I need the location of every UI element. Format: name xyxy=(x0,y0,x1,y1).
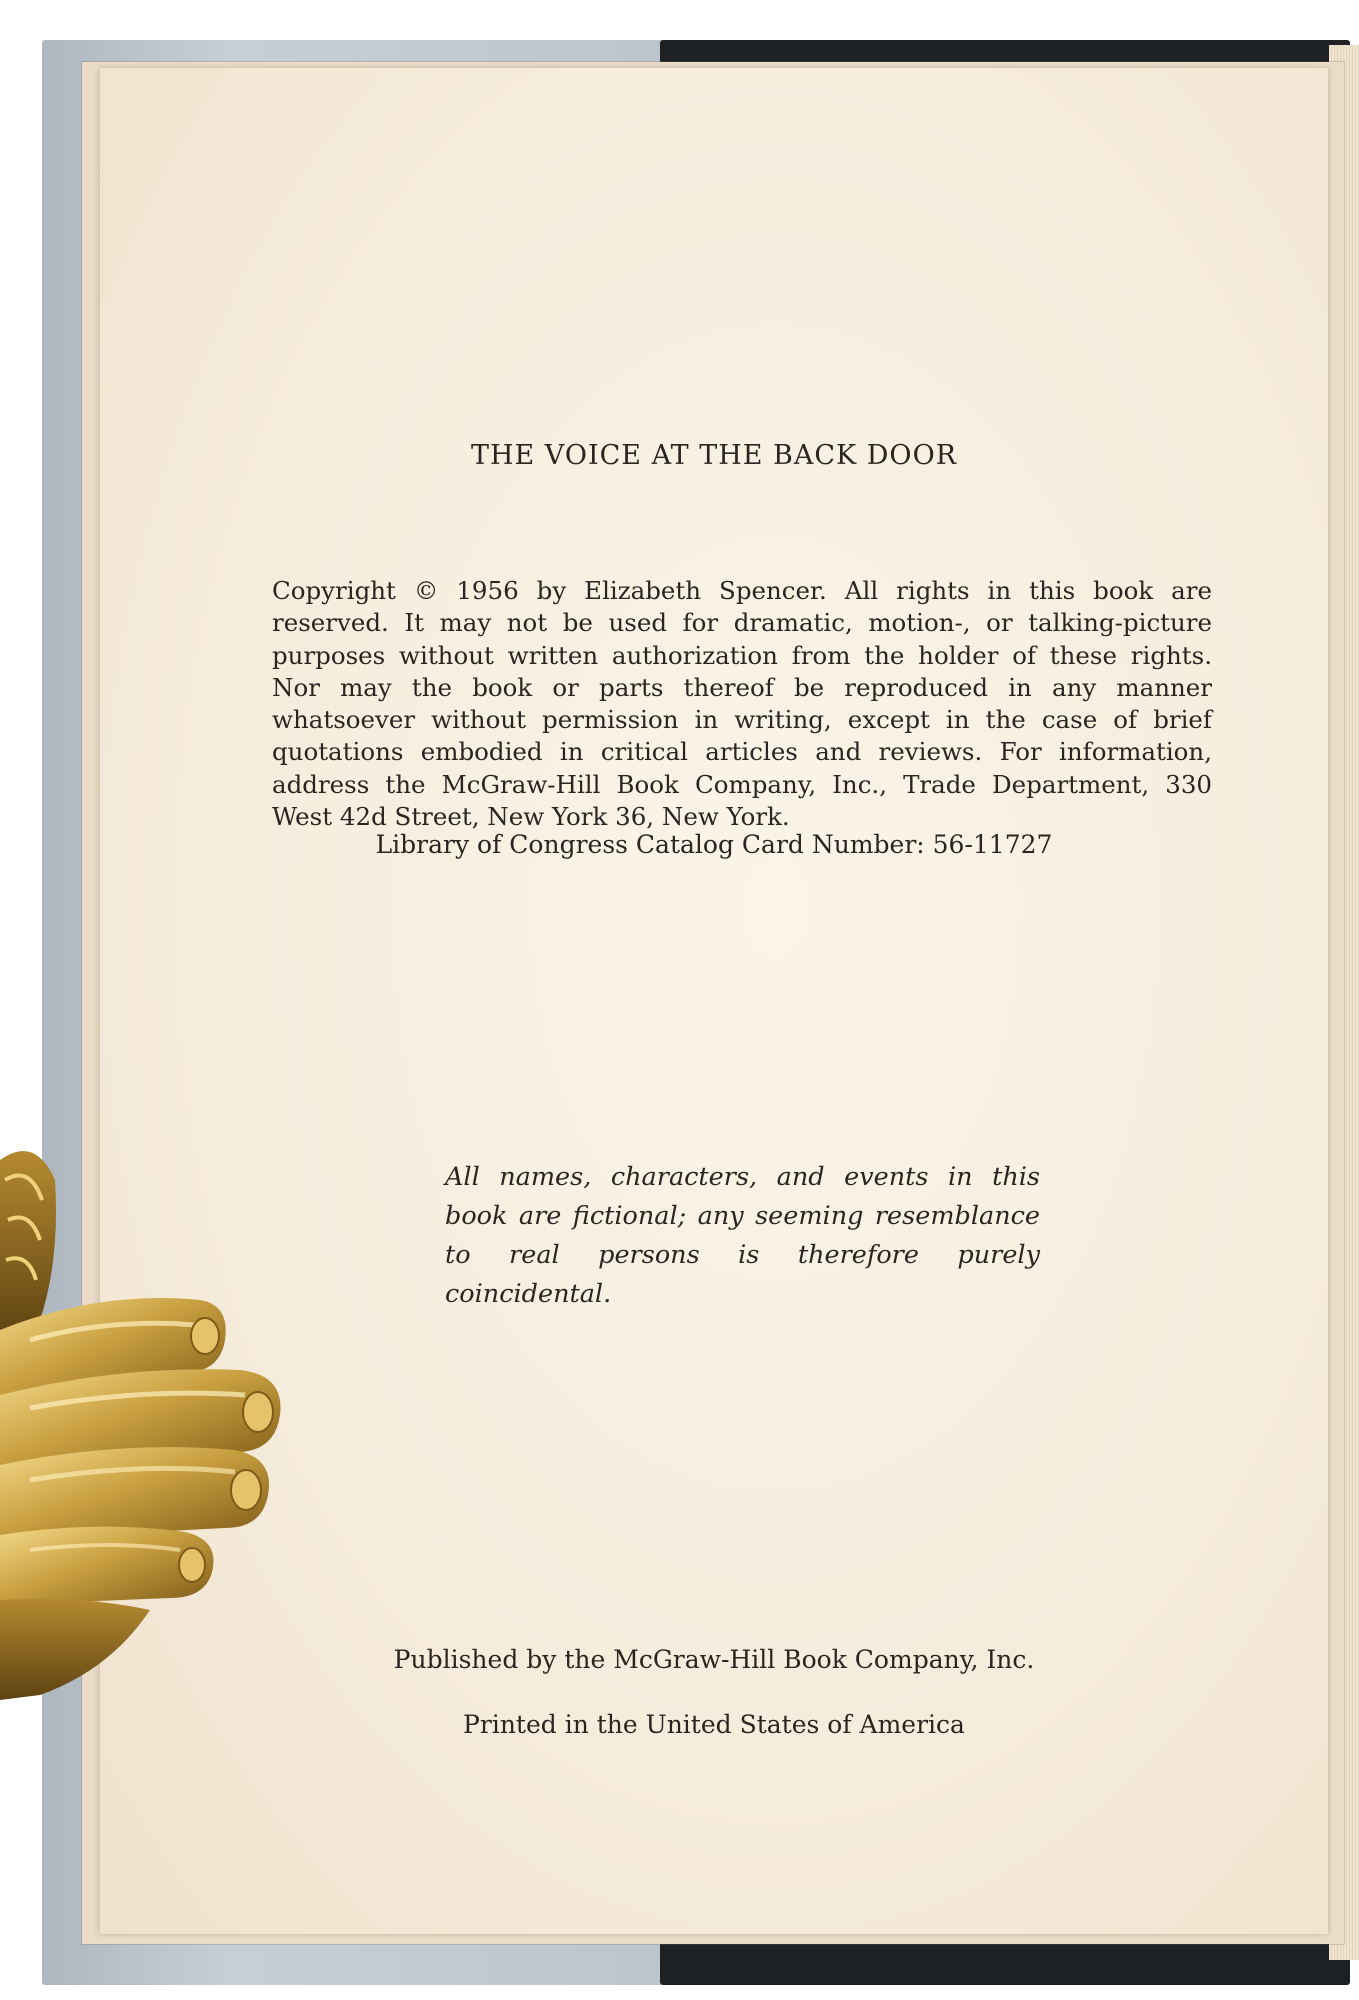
book-title: THE VOICE AT THE BACK DOOR xyxy=(470,440,958,471)
bookend-palm xyxy=(0,1599,150,1700)
catalog-card-number: Library of Congress Catalog Card Number: 56-11727 xyxy=(375,830,1053,859)
bookend-finger-3 xyxy=(0,1447,269,1540)
printed-in-line: Printed in the United States of America xyxy=(463,1710,965,1739)
copyright-notice: Copyright © 1956 by Elizabeth Spencer. All rights in this book are reserved. It may not be used for dramatic, motion-, or talking-picture purposes without written authorization from the holder of these rights. Nor may the book or parts thereof be reproduced in any manner whatsoever without permission in writing, except in the case of brief quotations embodied in critical articles and reviews. For information, address the McGraw-Hill Book Company, Inc., Trade Department, 330 West 42d Street, New York 36, New York. xyxy=(272,576,1212,832)
brass-hand-bookend xyxy=(0,1140,290,1710)
publisher-line: Published by the McGraw-Hill Book Company, Inc. xyxy=(393,1645,1035,1674)
fiction-disclaimer: All names, characters, and events in this book are fictional; any seeming resemblance to real persons is therefore purely coincidental. xyxy=(445,1162,1040,1309)
